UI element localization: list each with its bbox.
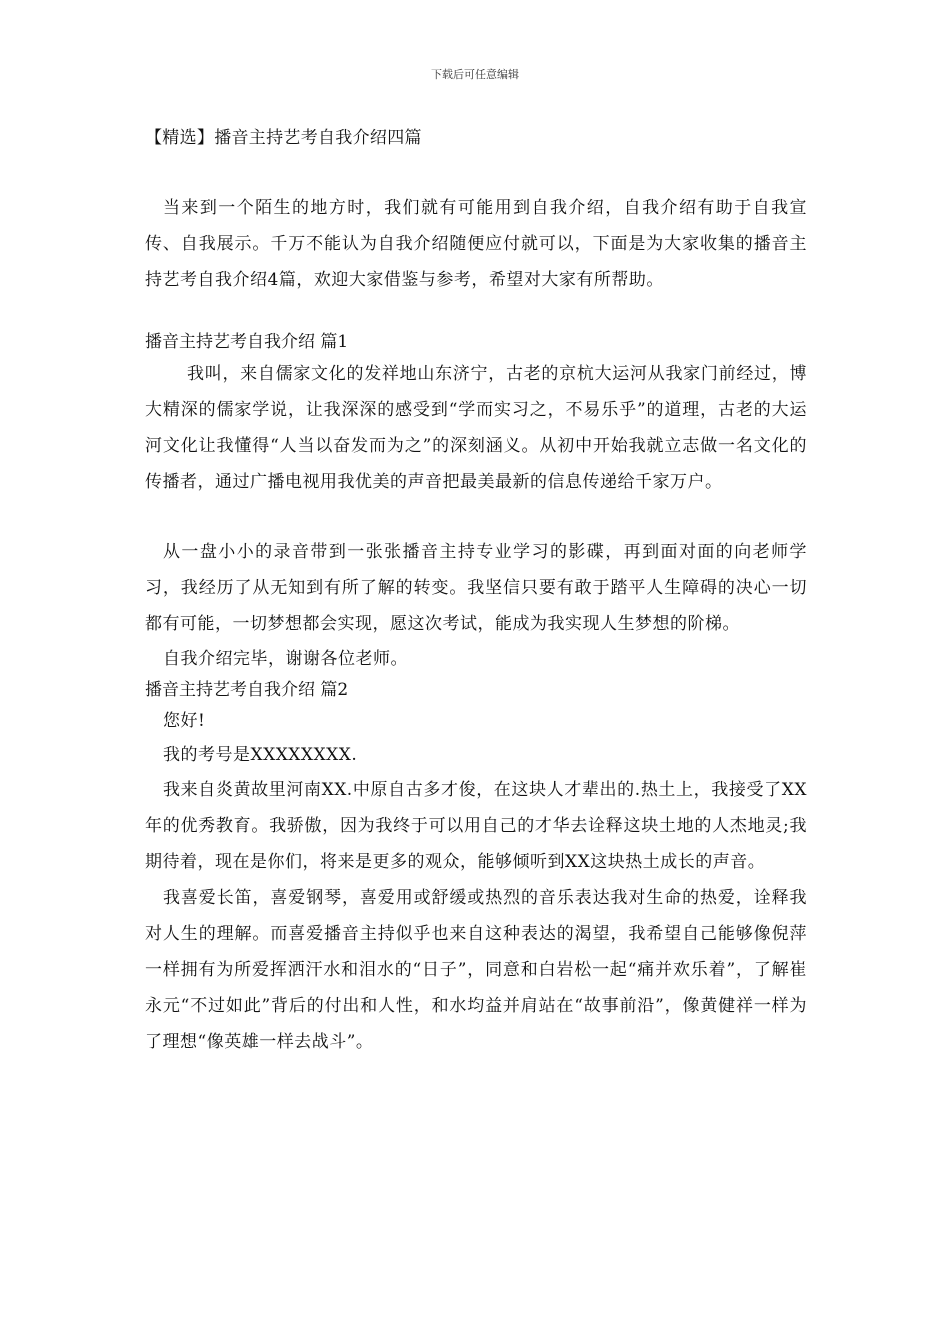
section-1-closing: 自我介绍完毕，谢谢各位老师。: [163, 649, 408, 669]
section-2-paragraph-2: 我喜爱长笛，喜爱钢琴，喜爱用或舒缓或热烈的音乐表达我对生命的热爱，诠释我对人生的理解。而喜爱播音主持似乎也来自这种表达的渴望，我希望自己能够像倪萍一样拥有为所爱挥洒汗水和泪水的“日子”，同意和白岩松一起“痛并欢乐着”，了解崔永元“不过如此”背后的付出和人性，和水均益并肩站在“故事前沿”，像黄健祥一样为了理想“像英雄一样去战斗”。: [145, 888, 807, 1052]
section-2-heading: 播音主持艺考自我介绍 篇2: [145, 680, 349, 700]
section-1-heading: 播音主持艺考自我介绍 篇1: [145, 332, 349, 352]
document-title: 【精选】播音主持艺考自我介绍四篇: [145, 128, 422, 148]
section-1-paragraph-2: 从一盘小小的录音带到一张张播音主持专业学习的影碟，再到面对面的向老师学习，我经历了从无知到有所了解的转变。我坚信只要有敢于踏平人生障碍的决心一切都有可能，一切梦想都会实现，愿这次考试，能成为我实现人生梦想的阶梯。: [145, 542, 807, 634]
section-2-exam-number: 我的考号是XXXXXXXX.: [163, 745, 358, 765]
section-1-paragraph-1: 我叫，来自儒家文化的发祥地山东济宁，古老的京杭大运河从我家门前经过，博大精深的儒家学说，让我深深的感受到“学而实习之，不易乐乎”的道理，古老的大运河文化让我懂得“人当以奋发而为之”的深刻涵义。从初中开始我就立志做一名文化的传播者，通过广播电视用我优美的声音把最美最新的信息传递给千家万户。: [145, 364, 807, 492]
page-header-note: 下载后可任意编辑: [431, 68, 519, 81]
section-2-paragraph-1: 我来自炎黄故里河南XX.中原自古多才俊，在这块人才辈出的.热土上，我接受了XX年的优秀教育。我骄傲，因为我终于可以用自己的才华去诠释这块土地的人杰地灵;我期待着，现在是你们，将来是更多的观众，能够倾听到XX这块热土成长的声音。: [145, 780, 807, 872]
document-body: [145, 124, 807, 1060]
section-2-greeting: 您好!: [163, 711, 206, 731]
intro-paragraph: 当来到一个陌生的地方时，我们就有可能用到自我介绍，自我介绍有助于自我宣传、自我展示。千万不能认为自我介绍随便应付就可以，下面是为大家收集的播音主持艺考自我介绍4篇，欢迎大家借鉴与参考，希望对大家有所帮助。: [145, 198, 807, 290]
